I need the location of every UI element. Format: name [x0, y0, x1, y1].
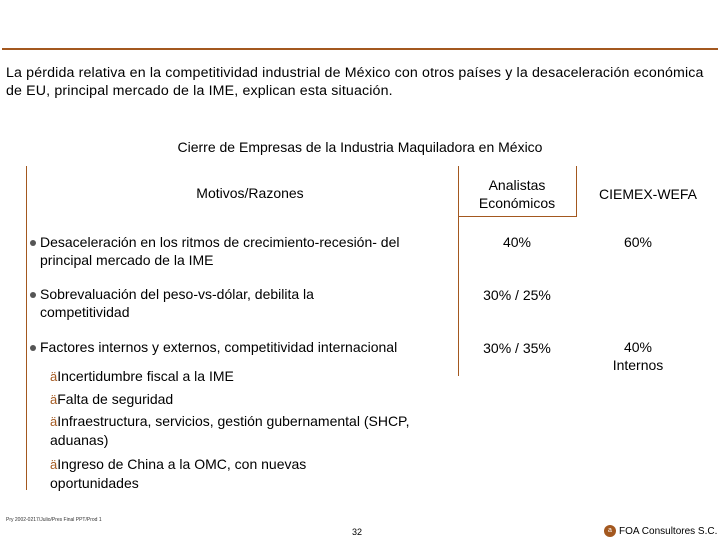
table-title: Cierre de Empresas de la Industria Maquiladora en México	[177, 139, 543, 155]
subitem-text: Ingreso de China a la OMC, con nuevas oportunidades	[50, 456, 307, 491]
arrow-icon: ä	[50, 392, 58, 407]
top-divider	[2, 48, 718, 50]
row-1-analistas: 40%	[502, 234, 532, 250]
subitem-text: Incertidumbre fiscal a la IME	[57, 368, 234, 384]
arrow-icon: ä	[50, 457, 58, 472]
row-3-analistas: 30% / 35%	[483, 340, 551, 356]
header-analistas: Analistas Económicos	[478, 177, 556, 211]
row-2-motivo: Sobrevaluación del peso-vs-dólar, debilita la competitividad	[40, 286, 314, 320]
header-ciemex: CIEMEX-WEFA	[598, 186, 697, 202]
row-3-ciemex: 40% Internos	[612, 339, 664, 373]
arrow-icon: ä	[50, 414, 58, 429]
table-divider-analistas	[576, 166, 577, 216]
company-logo-icon: a	[604, 525, 616, 537]
arrow-icon: ä	[50, 369, 58, 384]
row-2-analistas: 30% / 25%	[483, 287, 551, 303]
subitem-4	[50, 455, 350, 492]
footer-file-path: Pry 2002-0217/Julio/Pres Final PPT/Prod 1	[6, 517, 102, 523]
table-left-border	[26, 166, 27, 490]
subitem-text: Falta de seguridad	[57, 391, 174, 407]
subitem-2	[50, 390, 430, 409]
bullet-icon	[30, 240, 36, 246]
page-number: 32	[352, 527, 363, 537]
company-name: FOA Consultores S.C.	[619, 526, 718, 537]
subitem-1	[50, 367, 430, 386]
bullet-icon	[30, 345, 36, 351]
subitem-3	[50, 412, 420, 449]
row-3-motivo: Factores internos y externos, competitividad internacional	[40, 339, 398, 355]
bullet-icon	[30, 292, 36, 298]
header-motivos: Motivos/Razones	[196, 185, 304, 201]
row-1-motivo: Desaceleración en los ritmos de crecimiento-recesión- del principal mercado de la IME	[40, 234, 400, 268]
intro-paragraph: La pérdida relativa en la competitividad industrial de México con otros países y la desaceleración económica de EU, principal mercado de la IME, explican esta situación.	[6, 65, 704, 99]
subitem-text: Infraestructura, servicios, gestión gubernamental (SHCP, aduanas)	[50, 413, 410, 448]
row-1-ciemex: 60%	[623, 234, 653, 250]
table-header-rule	[458, 216, 577, 217]
